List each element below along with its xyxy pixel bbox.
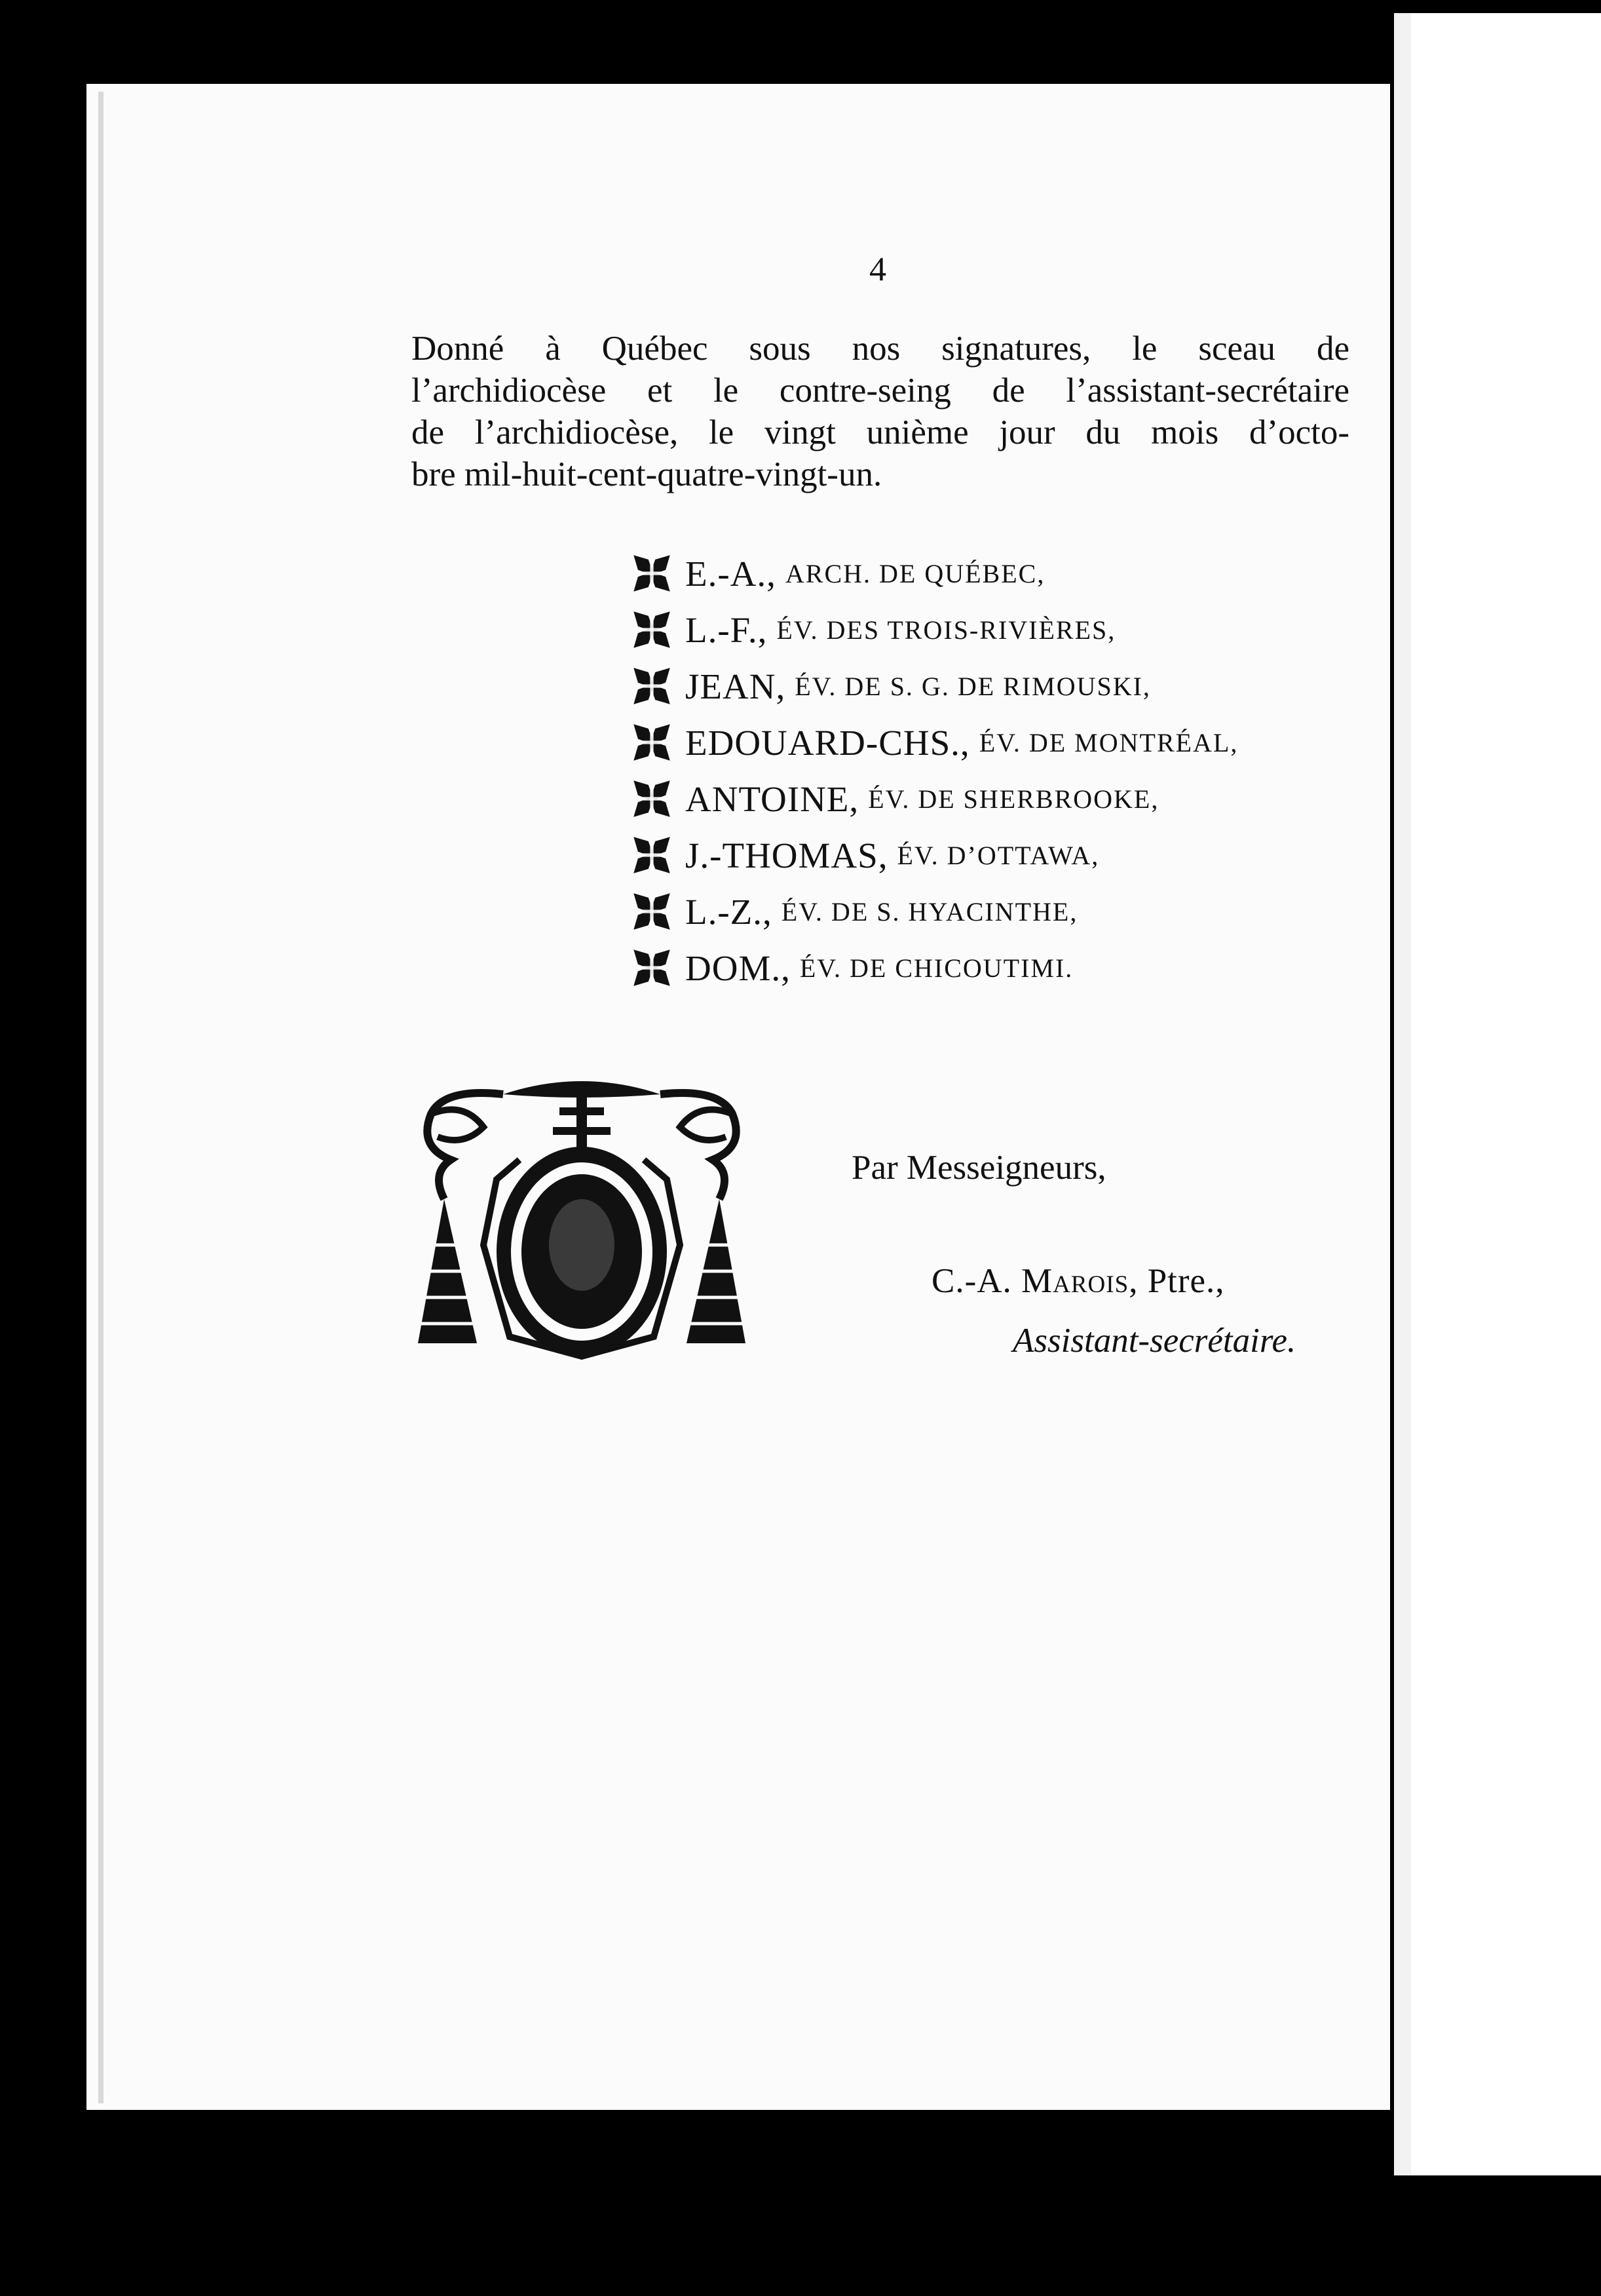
signatory-item: [630, 602, 1238, 658]
signatory-name: EDOUARD-CHS.,: [685, 722, 970, 763]
signatory-name: ANTOINE,: [685, 778, 859, 819]
signatory-name: DOM.,: [685, 947, 791, 988]
signatory-item: [630, 827, 1238, 883]
signer-surname: Marois: [1021, 1262, 1129, 1300]
maltese-cross-icon: [630, 664, 673, 708]
decree-paragraph: [411, 328, 1349, 495]
maltese-cross-icon: [630, 721, 673, 764]
maltese-cross-icon: [630, 946, 673, 989]
signatory-title: ÉV. DE CHICOUTIMI.: [799, 953, 1074, 983]
signer-suffix: , Ptre.,: [1129, 1262, 1225, 1300]
signatory-title: ÉV. DE S. HYACINTHE,: [781, 896, 1078, 927]
signatory-name: L.-F.,: [685, 609, 768, 650]
signatory-title: ARCH. DE QUÉBEC,: [785, 558, 1045, 588]
signer-line: [932, 1261, 1225, 1301]
signatory-item: [630, 714, 1238, 771]
page-number: 4: [869, 251, 886, 288]
signatory-item: [630, 883, 1238, 940]
paragraph-line: de l’archidiocèse, le vingt unième jour du mois d’octo-: [411, 413, 1349, 451]
signatory-title: ÉV. D’OTTAWA,: [897, 840, 1100, 870]
signatory-title: ÉV. DE SHERBROOKE,: [868, 784, 1159, 814]
signatory-name: L.-Z.,: [685, 891, 772, 932]
maltese-cross-icon: [630, 608, 673, 651]
signatory-item: [630, 658, 1238, 714]
adjacent-page: [1394, 13, 1601, 2175]
maltese-cross-icon: [630, 777, 673, 820]
signatory-item: [630, 545, 1238, 602]
paragraph-line: l’archidiocèse et le contre-seing de l’assistant-secrétaire: [411, 372, 1349, 410]
signatory-item: [630, 940, 1238, 996]
signatory-list: [630, 545, 1238, 996]
paragraph-line: bre mil-huit-cent-quatre-vingt-un.: [411, 455, 882, 493]
signatory-name: J.-THOMAS,: [685, 835, 888, 875]
signer-role: Assistant-secrétaire.: [1013, 1322, 1296, 1360]
signer-initials: C.-A.: [932, 1262, 1012, 1300]
signatory-title: ÉV. DES TROIS-RIVIÈRES,: [776, 615, 1116, 645]
closing-line: Par Messeigneurs,: [852, 1149, 1106, 1187]
paragraph-line: Donné à Québec sous nos signatures, le sceau de: [411, 330, 1349, 368]
coat-of-arms-emblem: [405, 1075, 759, 1363]
signatory-name: E.-A.,: [685, 553, 776, 594]
signatory-item: [630, 771, 1238, 827]
page-gutter-shadow: [98, 92, 104, 2103]
signatory-title: ÉV. DE MONTRÉAL,: [979, 727, 1239, 757]
maltese-cross-icon: [630, 833, 673, 877]
signatory-name: JEAN,: [685, 666, 786, 706]
maltese-cross-icon: [630, 890, 673, 933]
maltese-cross-icon: [630, 552, 673, 595]
signatory-title: ÉV. DE S. G. DE RIMOUSKI,: [795, 671, 1151, 701]
